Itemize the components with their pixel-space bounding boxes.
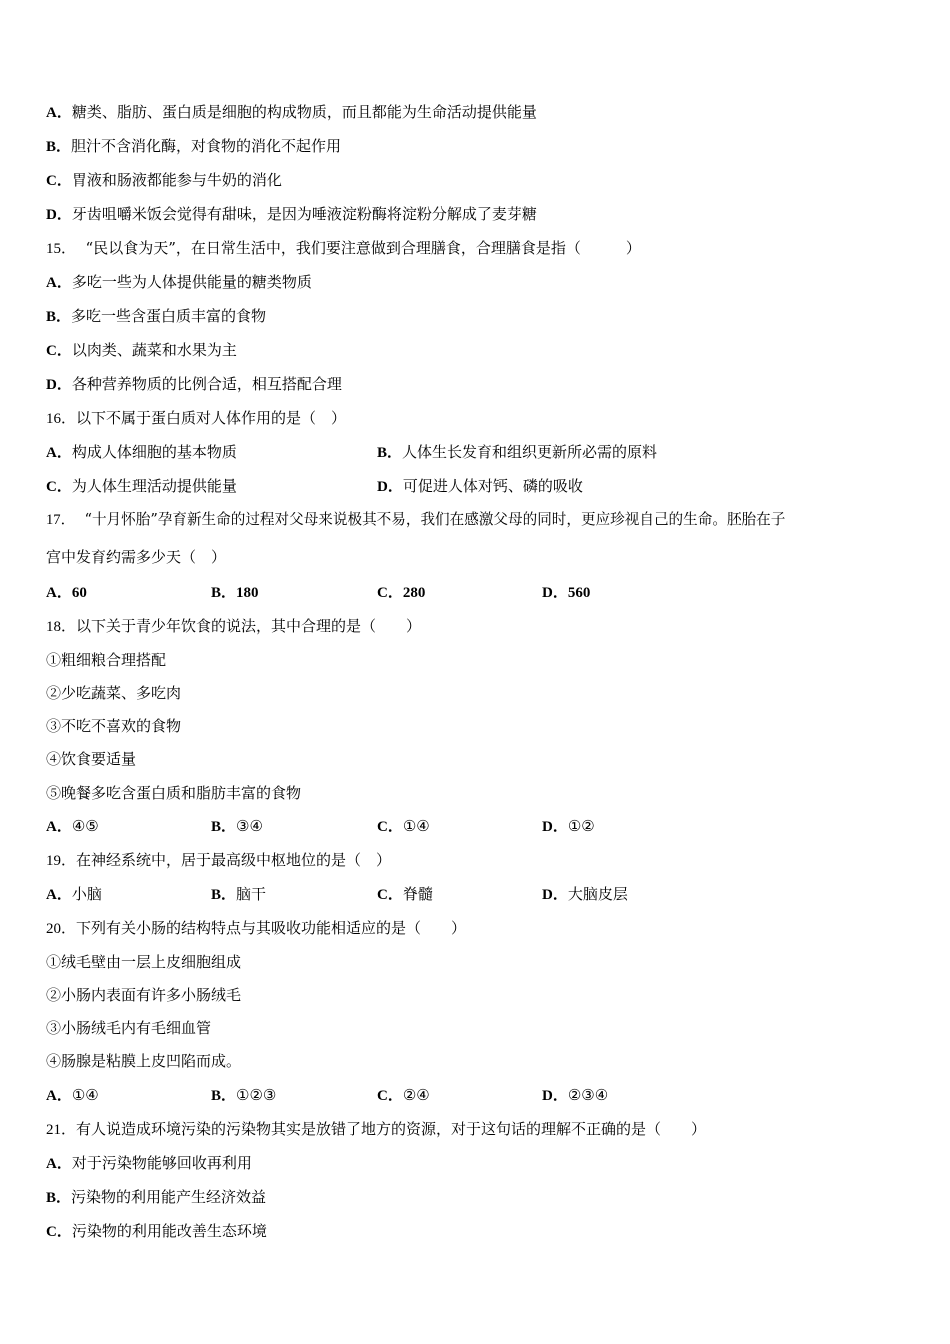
- option-text: 多吃一些含蛋白质丰富的食物: [71, 307, 267, 325]
- q17-option-b: [211, 582, 259, 603]
- option-label: A．: [46, 887, 72, 903]
- option-label: A．: [46, 275, 72, 291]
- option-text: ①④: [71, 1086, 99, 1104]
- option-text: 胆汁不含消化酶，对食物的消化不起作用: [71, 137, 342, 155]
- q20-stem: [46, 918, 466, 939]
- option-label: A．: [46, 1156, 72, 1172]
- option-text: 60: [71, 585, 87, 601]
- option-text: 人体生长发育和组织更新所必需的原料: [402, 443, 658, 461]
- option-label: C．: [46, 343, 72, 359]
- q15-option-a: [46, 272, 312, 293]
- option-label: B．: [211, 819, 237, 835]
- question-text: 以下关于青少年饮食的说法，其中合理的是（ ）: [76, 617, 422, 635]
- q20-item: ③小肠绒毛内有毛细血管: [46, 1019, 212, 1037]
- question-text: 下列有关小肠的结构特点与其吸收功能相适应的是（ ）: [76, 919, 467, 937]
- q19-option-d: [542, 884, 628, 905]
- option-text: ③④: [236, 817, 263, 835]
- q15-option-d: [46, 374, 342, 395]
- q17-stem-line2: [46, 547, 226, 567]
- option-label: D．: [377, 479, 403, 495]
- question-text: “十月怀胎”孕育新生命的过程对父母来说极其不易，我们在感激父母的同时，更应珍视自己的生命。胚胎在子: [75, 511, 786, 528]
- option-label: C．: [377, 585, 403, 601]
- option-text: ②④: [402, 1086, 430, 1104]
- option-text: 脑干: [236, 885, 267, 903]
- q17-option-d: [542, 582, 590, 603]
- option-label: D．: [542, 819, 568, 835]
- q20-option-c: [377, 1085, 430, 1106]
- option-label: C．: [377, 887, 403, 903]
- option-label: A．: [46, 1088, 72, 1104]
- q18-item: ③不吃不喜欢的食物: [46, 717, 182, 735]
- q21-option-c: [46, 1221, 267, 1242]
- option-label: B．: [46, 139, 72, 155]
- option-text: 构成人体细胞的基本物质: [71, 443, 237, 461]
- option-text: 多吃一些为人体提供能量的糖类物质: [71, 273, 312, 291]
- option-text: 小脑: [71, 885, 102, 903]
- q17-stem-line1: [46, 510, 785, 530]
- option-label: C．: [46, 479, 72, 495]
- option-text: 污染物的利用能改善生态环境: [71, 1222, 267, 1240]
- option-label: A．: [46, 585, 72, 601]
- q20-option-a: [46, 1085, 99, 1106]
- option-label: A．: [46, 445, 72, 461]
- q19-option-b: [211, 884, 266, 905]
- q18-item: ⑤晚餐多吃含蛋白质和脂肪丰富的食物: [46, 784, 302, 802]
- option-text: ②③④: [567, 1086, 609, 1104]
- option-label: B．: [46, 309, 72, 325]
- q15-option-c: [46, 340, 237, 361]
- q18-option-d: [542, 816, 595, 837]
- option-text: 胃液和肠液都能参与牛奶的消化: [71, 171, 282, 189]
- q19-option-c: [377, 884, 433, 905]
- option-label: B．: [211, 585, 237, 601]
- option-text: 可促进人体对钙、磷的吸收: [402, 477, 583, 495]
- q17-option-a: [46, 582, 87, 603]
- question-text: 以下不属于蛋白质对人体作用的是（ ）: [76, 409, 347, 427]
- q19-stem: [46, 850, 391, 871]
- option-text: 为人体生理活动提供能量: [71, 477, 237, 495]
- option-label: D．: [542, 887, 568, 903]
- option-text: 180: [236, 585, 259, 601]
- q21-option-a: [46, 1153, 252, 1174]
- question-number: 16．: [46, 411, 77, 427]
- option-label: C．: [46, 173, 72, 189]
- q14-option-b: [46, 136, 341, 157]
- option-label: A．: [46, 105, 72, 121]
- option-label: C．: [377, 819, 403, 835]
- q15-option-b: [46, 306, 266, 327]
- option-text: ①②③: [236, 1086, 277, 1104]
- q21-option-b: [46, 1187, 266, 1208]
- q18-item: ①粗细粮合理搭配: [46, 651, 167, 669]
- question-number: 21．: [46, 1122, 77, 1138]
- q18-item: ②少吃蔬菜、多吃肉: [46, 684, 182, 702]
- q17-option-c: [377, 582, 425, 603]
- option-label: D．: [46, 207, 72, 223]
- option-label: C．: [377, 1088, 403, 1104]
- q20-item: ①绒毛壁由一层上皮细胞组成: [46, 953, 242, 971]
- q15-stem: [46, 238, 641, 259]
- q20-option-d: [542, 1085, 608, 1106]
- option-text: 牙齿咀嚼米饭会觉得有甜味，是因为唾液淀粉酶将淀粉分解成了麦芽糖: [71, 205, 537, 223]
- option-label: B．: [377, 445, 403, 461]
- option-text: ①④: [402, 817, 430, 835]
- q20-option-b: [211, 1085, 276, 1106]
- option-label: B．: [211, 887, 237, 903]
- q16-stem: [46, 408, 346, 429]
- option-label: A．: [46, 819, 72, 835]
- question-number: 19．: [46, 853, 77, 869]
- option-label: D．: [46, 377, 72, 393]
- q18-option-b: [211, 816, 263, 837]
- option-label: D．: [542, 1088, 568, 1104]
- option-text: 280: [402, 585, 426, 601]
- q18-item: ④饮食要适量: [46, 750, 137, 768]
- option-text: 污染物的利用能产生经济效益: [71, 1188, 267, 1206]
- option-text: 糖类、脂肪、蛋白质是细胞的构成物质，而且都能为生命活动提供能量: [71, 103, 537, 121]
- option-text: 各种营养物质的比例合适，相互搭配合理: [71, 375, 342, 393]
- option-label: B．: [46, 1190, 72, 1206]
- question-number: 18．: [46, 619, 77, 635]
- question-number: 20．: [46, 921, 77, 937]
- option-text: 脊髓: [402, 885, 433, 903]
- option-label: C．: [46, 1224, 72, 1240]
- option-text: 以肉类、蔬菜和水果为主: [71, 341, 237, 359]
- option-text: 对于污染物能够回收再利用: [71, 1154, 252, 1172]
- option-text: ①②: [567, 817, 595, 835]
- q16-option-c: [46, 476, 237, 497]
- question-text: “民以食为天”，在日常生活中，我们要注意做到合理膳食，合理膳食是指（ ）: [76, 239, 641, 257]
- q14-option-d: [46, 204, 537, 225]
- q14-option-c: [46, 170, 282, 191]
- question-number: 15．: [46, 241, 77, 257]
- q18-option-a: [46, 816, 99, 837]
- question-text-cont: 宫中发育约需多少天（ ）: [46, 548, 227, 566]
- question-number: 17．: [46, 512, 76, 528]
- q18-stem: [46, 616, 421, 637]
- option-text: ④⑤: [71, 817, 99, 835]
- q14-option-a: [46, 102, 537, 123]
- option-label: B．: [211, 1088, 237, 1104]
- q21-stem: [46, 1119, 706, 1140]
- q16-option-b: [377, 442, 657, 463]
- q18-option-c: [377, 816, 430, 837]
- q16-option-a: [46, 442, 237, 463]
- option-label: D．: [542, 585, 568, 601]
- q20-item: ②小肠内表面有许多小肠绒毛: [46, 986, 242, 1004]
- option-text: 560: [567, 585, 591, 601]
- q20-item: ④肠腺是粘膜上皮凹陷而成。: [46, 1052, 242, 1070]
- question-text: 在神经系统中，居于最高级中枢地位的是（ ）: [76, 851, 392, 869]
- question-text: 有人说造成环境污染的污染物其实是放错了地方的资源，对于这句话的理解不正确的是（ ）: [76, 1120, 707, 1138]
- q16-option-d: [377, 476, 583, 497]
- q19-option-a: [46, 884, 102, 905]
- option-text: 大脑皮层: [567, 885, 628, 903]
